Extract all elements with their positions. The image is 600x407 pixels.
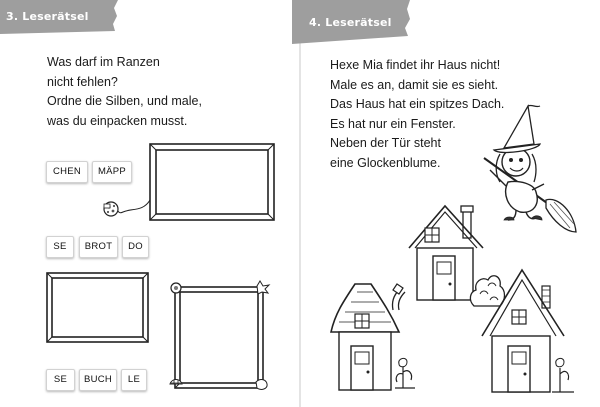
right-page: [300, 0, 600, 407]
house-right[interactable]: [478, 264, 588, 396]
instruction-line: Ordne die Silben, und male,: [47, 94, 202, 109]
syllable-card[interactable]: BROT: [79, 236, 118, 258]
left-page-title: 3. Leserätsel: [6, 10, 89, 23]
drawing-frame-1[interactable]: [95, 138, 280, 228]
syllable-card[interactable]: SE: [46, 369, 75, 391]
instruction-line: Neben der Tür steht: [330, 136, 441, 151]
instruction-line: was du einpacken musst.: [47, 113, 188, 128]
syllable-card[interactable]: DO: [122, 236, 149, 258]
instruction-line: nicht fehlen?: [47, 74, 118, 89]
right-instruction-text: [330, 56, 504, 174]
syllable-card[interactable]: MÄPP: [92, 161, 132, 183]
syllable-card[interactable]: LE: [121, 369, 147, 391]
instruction-line: Hexe Mia findet ihr Haus nicht!: [330, 58, 501, 72]
right-page-title: 4. Leserätsel: [309, 16, 392, 29]
syllable-card[interactable]: BUCH: [79, 369, 117, 391]
house-left[interactable]: [321, 276, 431, 396]
instruction-line: Male es an, damit sie es sieht.: [330, 77, 499, 92]
instruction-line: Es hat nur ein Fenster.: [330, 116, 456, 131]
left-instruction-text: [47, 53, 202, 131]
syllable-card[interactable]: CHEN: [46, 161, 88, 183]
drawing-frame-3[interactable]: [168, 280, 274, 394]
instruction-line: Was darf im Ranzen: [47, 55, 160, 69]
drawing-frame-2[interactable]: [46, 272, 150, 344]
syllable-card[interactable]: SE: [46, 236, 74, 258]
instruction-line: eine Glockenblume.: [330, 155, 441, 170]
instruction-line: Das Haus hat ein spitzes Dach.: [330, 97, 505, 112]
